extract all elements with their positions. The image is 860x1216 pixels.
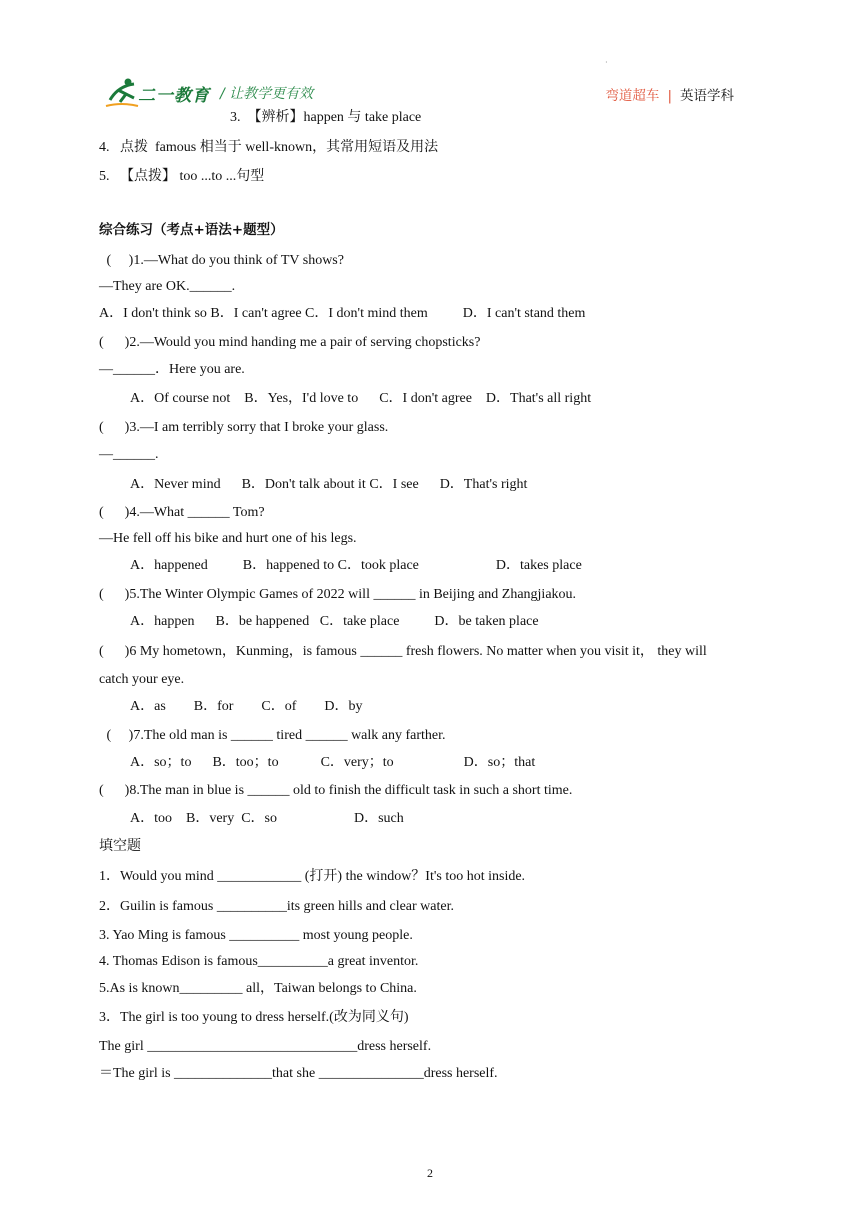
header-tag-a: 弯道超车: [605, 88, 660, 104]
line-note-famous: 4. 点拨 famous 相当于 well-known，其常用短语及用法: [99, 140, 439, 155]
question-2: ( )2.—Would you mind handing me a pair of serving chopsticks?: [99, 335, 481, 350]
question-6: ( )6 My hometown，Kunming，is famous ______ fresh flowers. No matter when you visit it， they will: [99, 644, 707, 659]
question-3-answer-line: —______.: [99, 447, 159, 462]
question-4: ( )4.—What ______ Tom?: [99, 505, 265, 520]
question-7: ( )7.The old man is ______ tired ______ walk any farther.: [103, 728, 446, 743]
fill-blank-1: 1．Would you mind ____________ (打开) the window？It's too hot inside.: [99, 869, 526, 884]
page-header: [102, 76, 742, 112]
fill-blank-2: 2．Guilin is famous __________its green hills and clear water.: [99, 899, 454, 914]
page-number: 2: [427, 1166, 433, 1180]
question-4-answer-line: —He fell off his bike and hurt one of his legs.: [99, 531, 357, 546]
question-7-options: A．so；to B．too；to C．very；to D．so；that: [130, 755, 536, 770]
question-8-options: A．too B．very C．so D．such: [130, 811, 404, 826]
fill-blank-4: 4. Thomas Edison is famous__________a great inventor.: [99, 954, 419, 969]
top-dot: ·: [605, 58, 608, 67]
question-6-options: A．as B．for C．of D．by: [130, 699, 363, 714]
question-2-answer-line: —______．Here you are.: [99, 362, 245, 377]
header-separator: |: [667, 88, 672, 104]
question-6-continued: catch your eye.: [99, 672, 185, 687]
question-5-options: A．happen B．be happened C．take place D．be taken place: [130, 614, 539, 629]
line-note-too-to: 5. 【点拨】 too ...to ...句型: [99, 169, 265, 184]
question-5: ( )5.The Winter Olympic Games of 2022 will ______ in Beijing and Zhangjiakou.: [99, 587, 577, 602]
header-right: [605, 84, 734, 104]
section-title-fill-blank: 填空题: [99, 839, 141, 854]
question-4-options: A．happened B．happened to C．took place D．takes place: [130, 558, 582, 573]
question-3: ( )3.—I am terribly sorry that I broke your glass.: [99, 420, 389, 435]
fill-blank-3: 3. Yao Ming is famous __________ most young people.: [99, 928, 413, 943]
question-2-options: A．Of course not B．Yes，I'd love to C．I don't agree D．That's all right: [130, 391, 592, 406]
question-3-options: A．Never mind B．Don't talk about it C．I see D．That's right: [130, 477, 528, 492]
question-8: ( )8.The man in blue is ______ old to finish the difficult task in such a short time.: [99, 783, 573, 798]
header-tag-b: 英语学科: [680, 88, 734, 104]
rewrite-question: 3．The girl is too young to dress herself.(改为同义句): [99, 1010, 409, 1025]
question-1-answer-line: —They are OK.______.: [99, 279, 236, 294]
section-title-practice: 综合练习（考点+语法+题型）: [99, 222, 284, 238]
logo-text: 二一教育: [138, 86, 210, 106]
line-analysis: 3. 【辨析】happen 与 take place: [230, 110, 422, 125]
question-1-options: A．I don't think so B．I can't agree C．I don't mind them D．I can't stand them: [99, 306, 586, 321]
slogan: / 让教学更有效: [220, 86, 314, 102]
rewrite-line-2: ＝The girl is ______________that she _______________dress herself.: [99, 1066, 498, 1081]
rewrite-line-1: The girl ______________________________dress herself.: [99, 1039, 432, 1054]
fill-blank-5: 5.As is known_________ all，Taiwan belongs to China.: [99, 981, 417, 996]
question-1: ( )1.—What do you think of TV shows?: [103, 253, 344, 268]
